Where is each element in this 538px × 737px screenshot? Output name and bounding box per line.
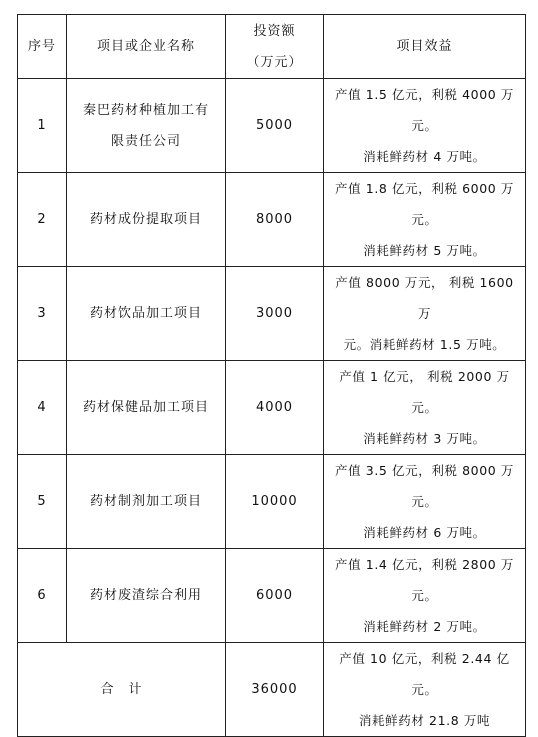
- row-benefit-line: 产值 1.4 亿元，利税 2800 万元。: [335, 557, 514, 603]
- row-benefit-line: 元。消耗鲜药材 1.5 万吨。: [343, 337, 506, 352]
- investment-table: [17, 14, 526, 737]
- row-benefit: [324, 267, 526, 361]
- row-benefit: [324, 549, 526, 643]
- row-amount: 8000: [226, 173, 324, 267]
- table-header-row: [18, 15, 526, 79]
- row-amount: 6000: [226, 549, 324, 643]
- row-benefit-line: 产值 1 亿元， 利税 2000 万元。: [339, 369, 510, 415]
- row-benefit: [324, 361, 526, 455]
- total-amount: 36000: [226, 643, 324, 737]
- table-row: [18, 267, 526, 361]
- row-seq: 3: [18, 267, 67, 361]
- row-amount: 10000: [226, 455, 324, 549]
- row-seq: 1: [18, 79, 67, 173]
- row-name: [67, 79, 226, 173]
- header-amount-line2: （万元）: [246, 54, 303, 70]
- row-name-line: 限责任公司: [110, 133, 181, 149]
- row-seq: 2: [18, 173, 67, 267]
- table-row: [18, 173, 526, 267]
- total-label: 合 计: [18, 643, 226, 737]
- row-benefit-line: 消耗鲜药材 3 万吨。: [363, 431, 486, 446]
- row-name-line: 药材制剂加工项目: [89, 494, 202, 509]
- row-name: [67, 455, 226, 549]
- total-benefit-line: 产值 10 亿元，利税 2.44 亿元。: [339, 651, 510, 697]
- row-benefit-line: 消耗鲜药材 5 万吨。: [363, 243, 486, 258]
- header-seq: 序号: [18, 15, 67, 79]
- row-name-line: 药材保健品加工项目: [82, 400, 209, 415]
- table-row: [18, 549, 526, 643]
- header-amount: [226, 15, 324, 79]
- row-name-line: 药材饮品加工项目: [89, 306, 202, 321]
- row-name: [67, 173, 226, 267]
- row-amount: 3000: [226, 267, 324, 361]
- row-benefit-line: 消耗鲜药材 2 万吨。: [363, 619, 486, 634]
- row-benefit-line: 产值 3.5 亿元，利税 8000 万元。: [335, 463, 514, 509]
- row-seq: 5: [18, 455, 67, 549]
- row-benefit-line: 产值 8000 万元， 利税 1600 万: [335, 275, 514, 321]
- row-benefit-line: 消耗鲜药材 4 万吨。: [363, 149, 486, 164]
- row-name: [67, 361, 226, 455]
- row-benefit-line: 产值 1.5 亿元，利税 4000 万元。: [335, 87, 514, 133]
- header-name: 项目或企业名称: [67, 15, 226, 79]
- table-row: [18, 79, 526, 173]
- header-benefit: 项目效益: [324, 15, 526, 79]
- row-benefit: [324, 79, 526, 173]
- row-benefit: [324, 455, 526, 549]
- row-name-line: 秦巴药材种植加工有: [82, 102, 209, 118]
- table-total-row: [18, 643, 526, 737]
- row-benefit-line: 消耗鲜药材 6 万吨。: [363, 525, 486, 540]
- row-amount: 5000: [226, 79, 324, 173]
- total-benefit: [324, 643, 526, 737]
- header-amount-line1: 投资额: [253, 23, 296, 39]
- row-benefit-line: 产值 1.8 亿元，利税 6000 万元。: [335, 181, 514, 227]
- row-name-line: 药材成份提取项目: [89, 212, 202, 227]
- table-row: [18, 455, 526, 549]
- row-seq: 4: [18, 361, 67, 455]
- total-benefit-line: 消耗鲜药材 21.8 万吨: [358, 713, 491, 728]
- row-benefit: [324, 173, 526, 267]
- row-name: [67, 549, 226, 643]
- row-seq: 6: [18, 549, 67, 643]
- row-name: [67, 267, 226, 361]
- row-amount: 4000: [226, 361, 324, 455]
- table-row: [18, 361, 526, 455]
- row-name-line: 药材废渣综合利用: [89, 588, 202, 603]
